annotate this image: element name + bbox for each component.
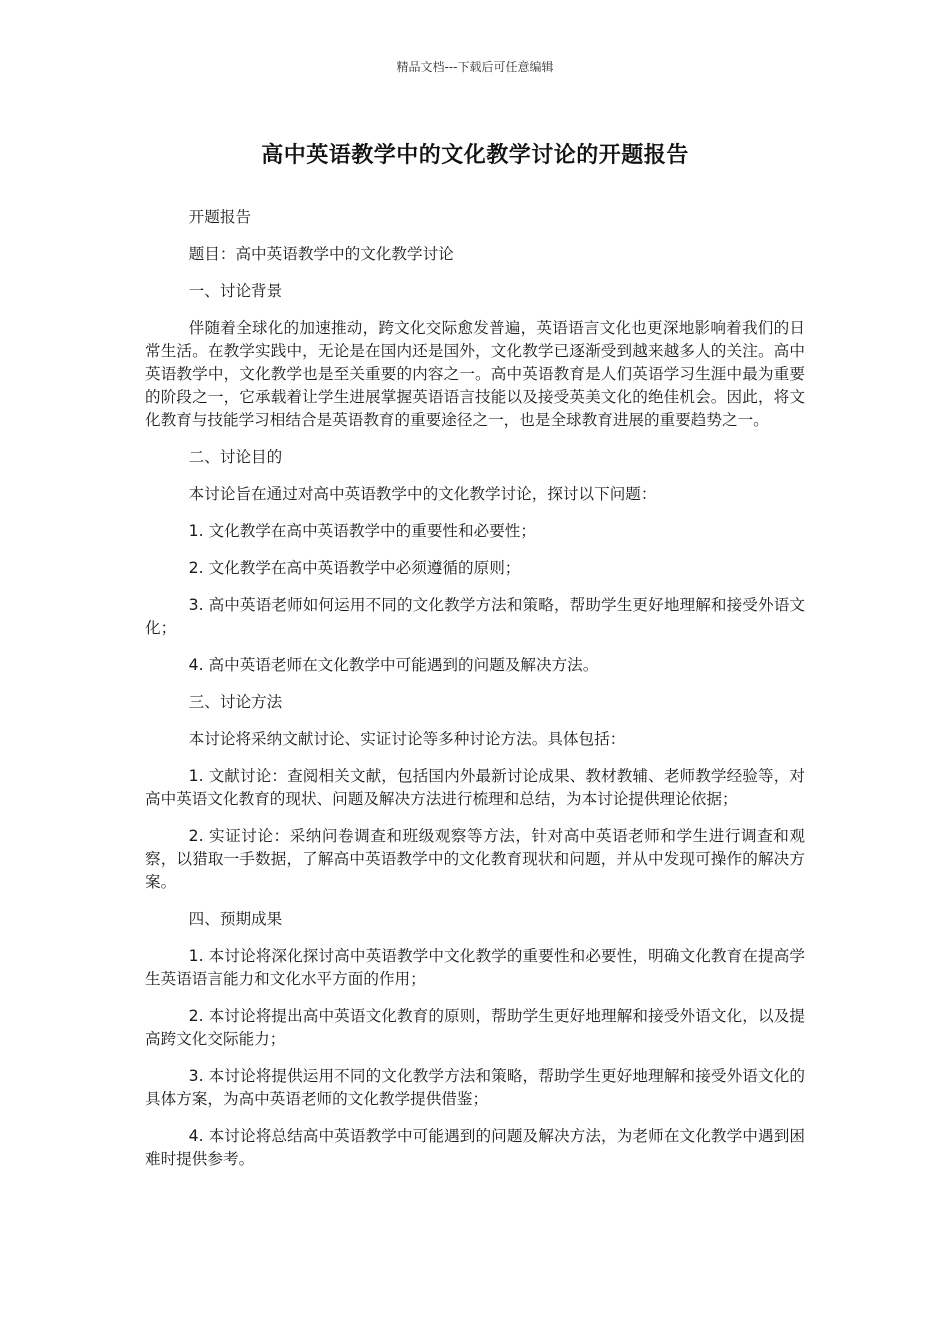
purpose-item-4: 4. 高中英语老师在文化教学中可能遇到的问题及解决方法。: [188, 656, 599, 674]
document-body: [145, 206, 805, 1185]
method-item-2: 2. 实证讨论：采纳问卷调查和班级观察等方法，针对高中英语老师和学生进行调查和观察，以猎取一手数据，了解高中英语教学中的文化教育现状和问题，并从中发现可操作的解决方案。: [145, 827, 805, 891]
section-heading-background: 一、讨论背景: [188, 282, 283, 300]
paragraph-background: 伴随着全球化的加速推动，跨文化交际愈发普遍，英语语言文化也更深地影响着我们的日常生活。在教学实践中，无论是在国内还是国外，文化教学已逐渐受到越来越多人的关注。高中英语教学中，文化教学也是至关重要的内容之一。高中英语教育是人们英语学习生涯中最为重要的阶段之一，它承载着让学生进展掌握英语语言技能以及接受英美文化的绝佳机会。因此，将文化教育与技能学习相结合是英语教育的重要途径之一，也是全球教育进展的重要趋势之一。: [145, 319, 805, 429]
paragraph-topic: 题目：高中英语教学中的文化教学讨论: [188, 245, 454, 263]
section-heading-purpose: 二、讨论目的: [188, 448, 283, 466]
method-item-1: 1. 文献讨论：查阅相关文献，包括国内外最新讨论成果、教材教辅、老师教学经验等，对高中英语文化教育的现状、问题及解决方法进行梳理和总结，为本讨论提供理论依据；: [145, 767, 805, 808]
outcome-item-4: 4. 本讨论将总结高中英语教学中可能遇到的问题及解决方法，为老师在文化教学中遇到困难时提供参考。: [145, 1127, 805, 1168]
purpose-item-3: 3. 高中英语老师如何运用不同的文化教学方法和策略，帮助学生更好地理解和接受外语文化；: [145, 596, 805, 637]
purpose-item-1: 1. 文化教学在高中英语教学中的重要性和必要性；: [188, 522, 536, 540]
paragraph-purpose-intro: 本讨论旨在通过对高中英语教学中的文化教学讨论，探讨以下问题：: [188, 485, 657, 503]
paragraph-methods-intro: 本讨论将采纳文献讨论、实证讨论等多种讨论方法。具体包括：: [188, 730, 626, 748]
outcome-item-3: 3. 本讨论将提供运用不同的文化教学方法和策略，帮助学生更好地理解和接受外语文化的具体方案，为高中英语老师的文化教学提供借鉴；: [145, 1067, 805, 1108]
paragraph-label: 开题报告: [188, 208, 252, 226]
outcome-item-2: 2. 本讨论将提出高中英语文化教育的原则，帮助学生更好地理解和接受外语文化，以及提高跨文化交际能力；: [145, 1007, 805, 1048]
section-heading-methods: 三、讨论方法: [188, 693, 283, 711]
document-title: 高中英语教学中的文化教学讨论的开题报告: [261, 143, 689, 168]
section-heading-outcomes: 四、预期成果: [188, 910, 283, 928]
purpose-item-2: 2. 文化教学在高中英语教学中必须遵循的原则；: [188, 559, 521, 577]
outcome-item-1: 1. 本讨论将深化探讨高中英语教学中文化教学的重要性和必要性，明确文化教育在提高学生英语语言能力和文化水平方面的作用；: [145, 947, 805, 988]
header-note: 精品文档---下载后可任意编辑: [396, 60, 554, 74]
